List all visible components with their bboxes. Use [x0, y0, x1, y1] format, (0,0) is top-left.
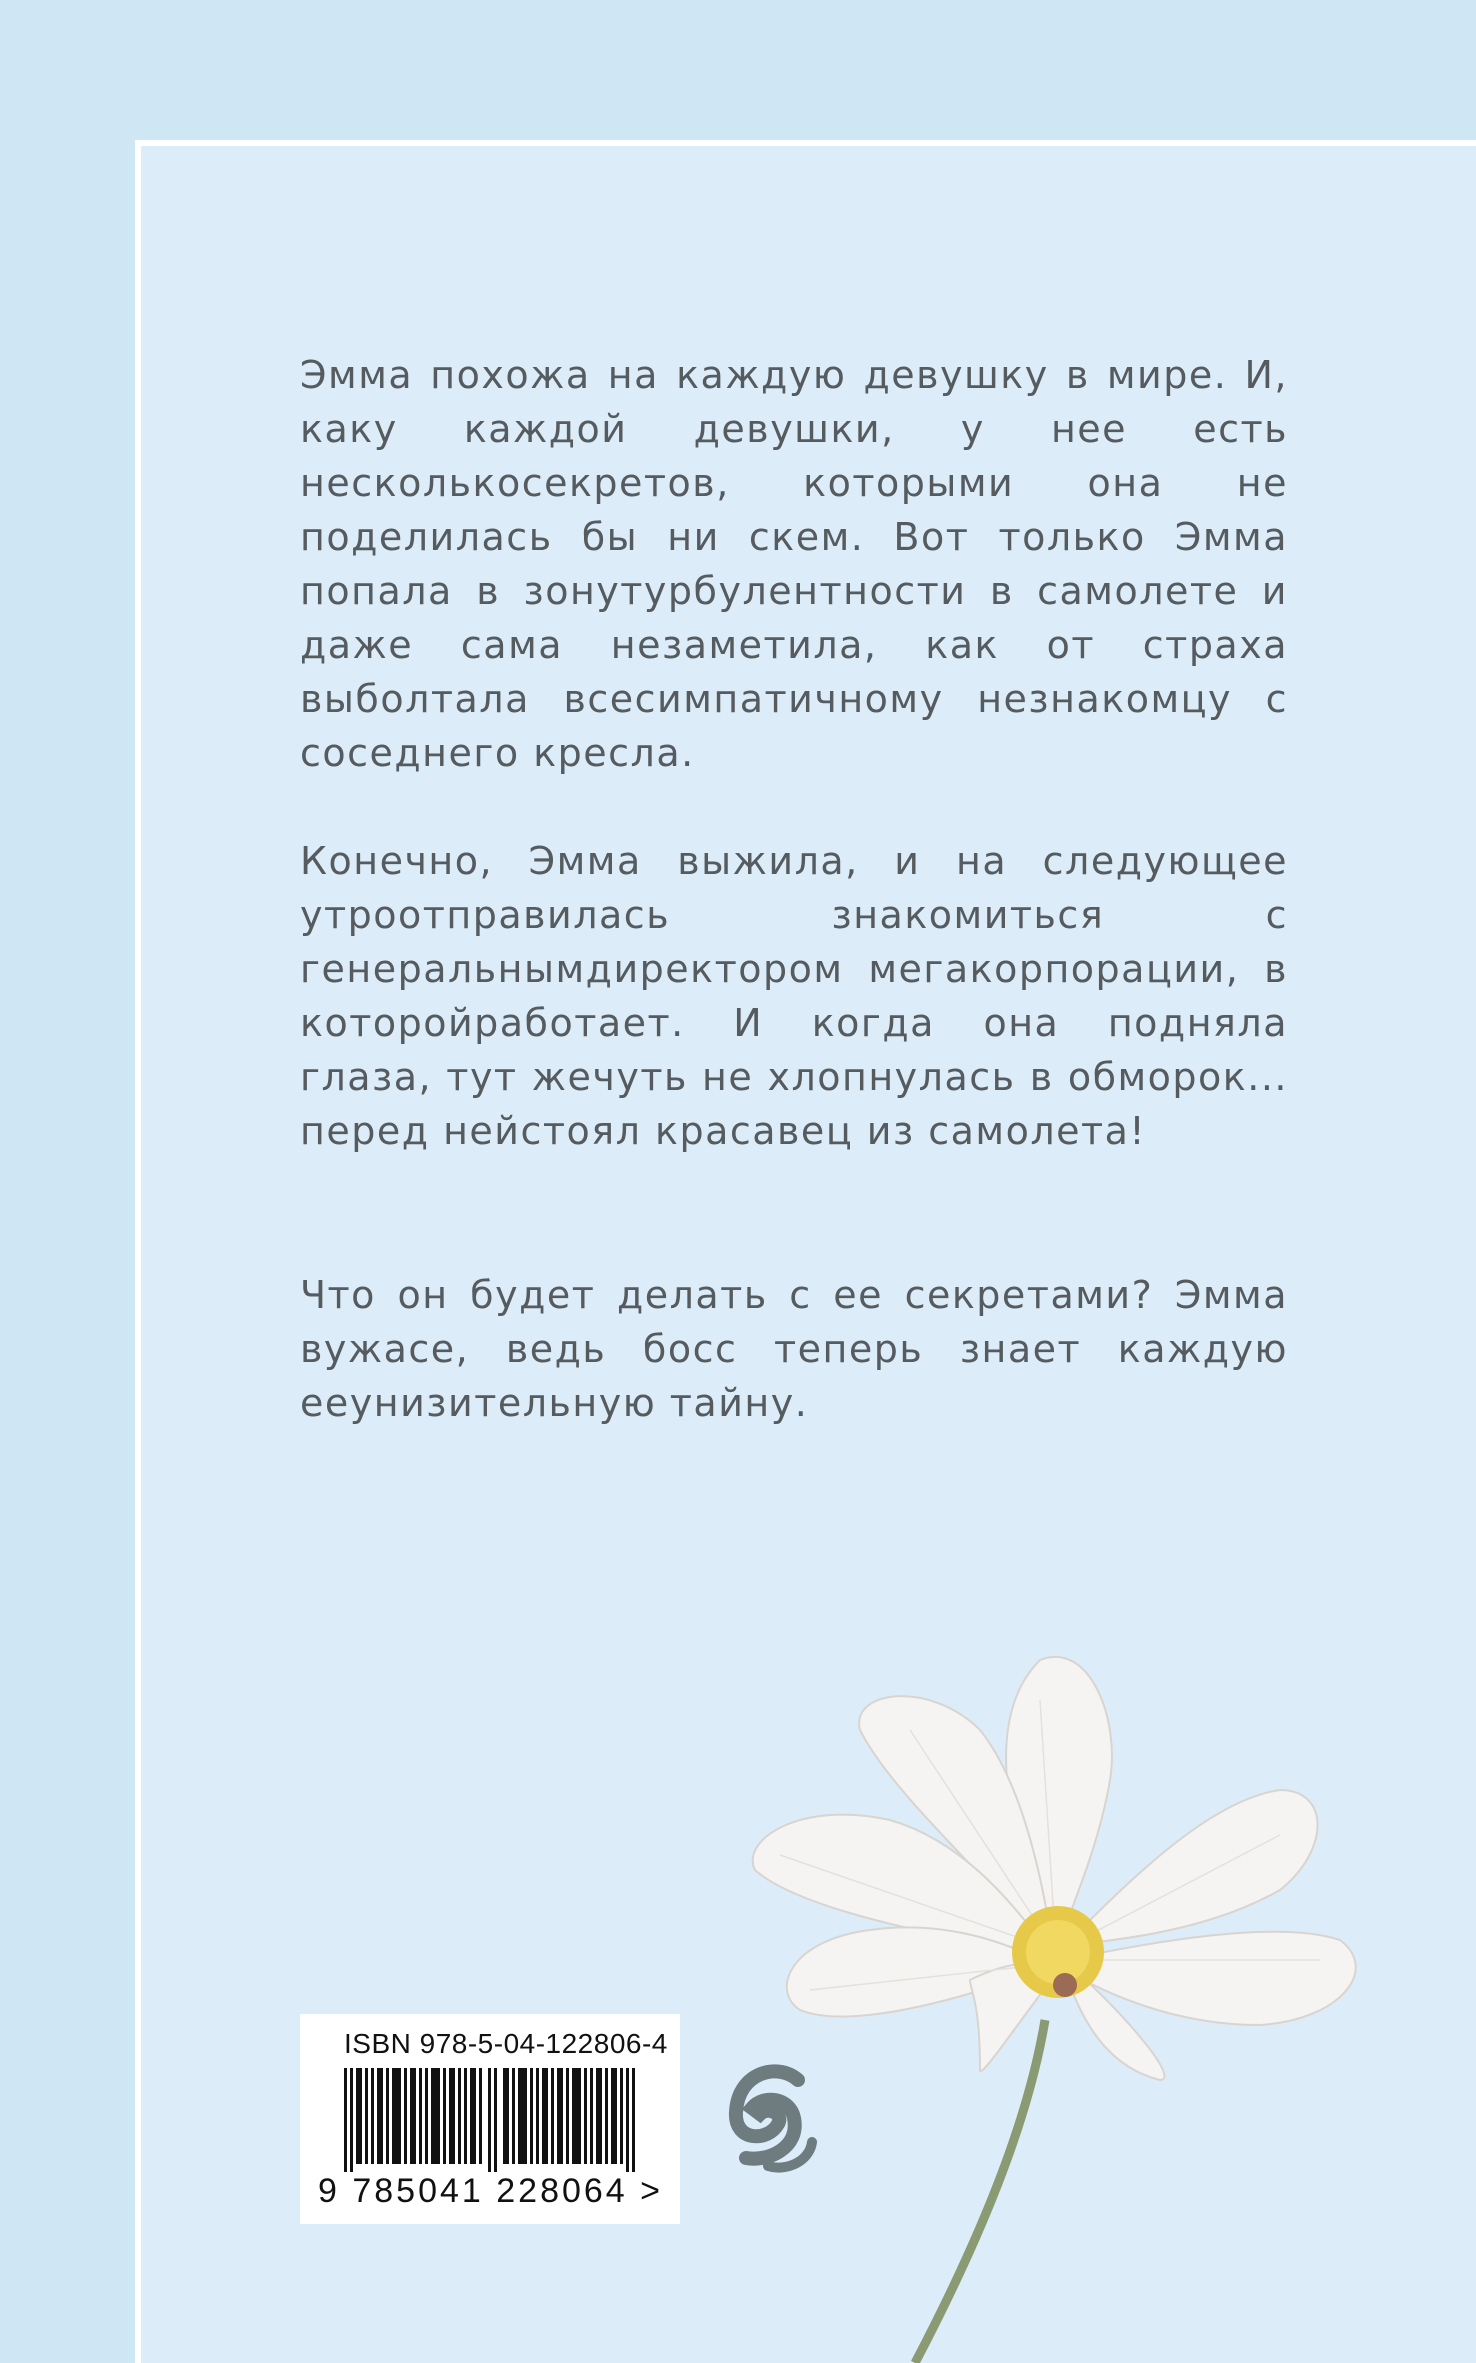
barcode-panel [300, 2014, 680, 2224]
blurb-paragraph-2: Конечно, Эмма выжила, и на следующее утроотправилась знакомиться с генеральнымдиректором мегакорпорации, в которойработает. И когда она подняла глаза, тут жечуть не хлопнулась в обморок... перед нейстоял красавец из самолета! [300, 839, 1288, 1153]
blurb-paragraph-3: Что он будет делать с ее секретами? Эмма вужасе, ведь босс теперь знает каждую ееунизительную тайну. [300, 1273, 1288, 1425]
blurb-paragraph-1: Эмма похожа на каждую девушку в мире. И, каку каждой девушки, у нее есть несколькосекретов, которыми она не поделилась бы ни скем. Вот только Эмма попала в зонутурбулентности в самолете и даже сама незаметила, как от страха выболтала всесимпатичному незнакомцу с соседнего кресла. [300, 353, 1288, 775]
cosmos-flower-illustration [740, 1640, 1400, 2363]
isbn-label: ISBN 978-5-04-122806-4 [344, 2028, 668, 2059]
barcode-digits: 9 785041 228064 > [318, 2172, 664, 2210]
publisher-logo-icon [728, 2062, 818, 2182]
barcode-bars [344, 2068, 644, 2172]
